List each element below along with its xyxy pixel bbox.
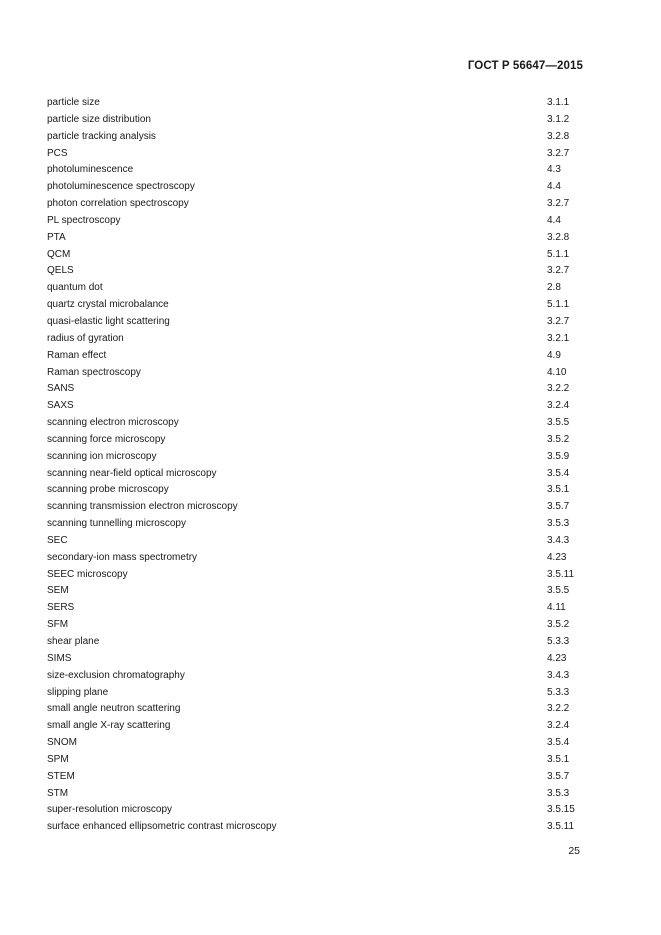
index-row <box>47 600 574 617</box>
index-reference: 4.10 <box>547 366 567 378</box>
index-reference: 3.5.2 <box>547 619 570 631</box>
index-term: SEM <box>47 585 69 597</box>
index-reference: 4.11 <box>547 602 566 614</box>
index-term: particle tracking analysis <box>47 130 156 142</box>
index-term: super-resolution microscopy <box>47 804 173 816</box>
index-row <box>47 129 574 146</box>
index-reference: 3.4.3 <box>547 534 570 546</box>
index-row <box>47 247 574 264</box>
index-reference: 4.23 <box>547 551 567 563</box>
index-row <box>47 146 574 163</box>
index-term: shear plane <box>47 636 100 647</box>
index-term: Raman effect <box>47 349 107 361</box>
index-row <box>47 314 574 331</box>
index-reference: 3.5.5 <box>547 417 570 429</box>
index-term: quantum dot <box>47 282 103 294</box>
index-reference: 3.5.4 <box>547 737 570 749</box>
index-reference: 5.1.1 <box>547 299 570 311</box>
index-reference: 3.5.11 <box>547 568 575 580</box>
index-reference: 3.5.11 <box>547 821 575 833</box>
index-reference: 3.4.3 <box>547 669 570 681</box>
index-row <box>47 432 574 449</box>
index-term: QELS <box>47 265 74 277</box>
index-reference: 3.2.1 <box>547 332 570 344</box>
index-row <box>47 718 574 735</box>
index-term: PTA <box>47 231 66 243</box>
index-term: STEM <box>47 770 75 782</box>
index-term: particle size distribution <box>47 113 151 125</box>
index-term: photon correlation spectroscopy <box>47 198 189 210</box>
index-row <box>47 752 574 769</box>
index-term: radius of gyration <box>47 332 124 344</box>
index-reference: 4.9 <box>547 349 561 361</box>
index-term: scanning ion microscopy <box>47 450 157 462</box>
index-term: photoluminescence spectroscopy <box>47 181 195 193</box>
index-term: SFM <box>47 619 69 631</box>
index-row <box>47 196 574 213</box>
index-row <box>47 550 574 567</box>
index-term: photoluminescence <box>47 164 134 176</box>
page-number: 25 <box>568 845 580 857</box>
index-term: SERS <box>47 602 75 614</box>
index-term: secondary-ion mass spectrometry <box>47 551 198 563</box>
index-reference: 3.5.4 <box>547 467 570 479</box>
index-term: scanning near-field optical microscopy <box>47 467 217 479</box>
index-row <box>47 162 574 179</box>
index-row <box>47 95 574 112</box>
index-reference: 5.3.3 <box>547 636 570 647</box>
index-term: surface enhanced ellipsometric contrast microscopy <box>47 821 277 833</box>
index-row <box>47 365 574 382</box>
index-reference: 3.2.7 <box>547 147 570 159</box>
index-term: PCS <box>47 147 68 159</box>
index-reference: 3.2.7 <box>547 198 570 210</box>
index-row <box>47 280 574 297</box>
index-term: PL spectroscopy <box>47 214 121 226</box>
index-term: quartz crystal microbalance <box>47 299 169 311</box>
index-reference: 3.2.7 <box>547 265 570 277</box>
index-reference: 3.2.4 <box>547 400 570 412</box>
index-reference: 3.5.7 <box>547 501 570 513</box>
index-reference: 3.5.1 <box>547 753 570 765</box>
index-row <box>47 769 574 786</box>
index-reference: 4.3 <box>547 164 561 176</box>
index-term: SANS <box>47 383 75 395</box>
index-term: scanning force microscopy <box>47 433 166 445</box>
index-reference: 4.4 <box>547 214 561 226</box>
index-reference: 3.5.3 <box>547 787 570 799</box>
index-row <box>47 819 574 836</box>
term-index <box>47 95 574 836</box>
index-term: scanning electron microscopy <box>47 417 179 429</box>
index-term: QCM <box>47 248 71 260</box>
index-term: Raman spectroscopy <box>47 366 141 378</box>
index-row <box>47 617 574 634</box>
index-row <box>47 331 574 348</box>
index-row <box>47 297 574 314</box>
index-row <box>47 348 574 365</box>
index-row <box>47 634 574 651</box>
index-row <box>47 213 574 230</box>
index-term: SAXS <box>47 400 74 412</box>
index-reference: 3.2.2 <box>547 383 570 395</box>
index-row <box>47 415 574 432</box>
index-term: SEC <box>47 534 68 546</box>
index-row <box>47 668 574 685</box>
index-reference: 3.5.5 <box>547 585 570 597</box>
index-term: scanning probe microscopy <box>47 484 169 496</box>
index-row <box>47 651 574 668</box>
index-row <box>47 482 574 499</box>
index-term: SNOM <box>47 737 77 749</box>
index-row <box>47 516 574 533</box>
index-term: quasi-elastic light scattering <box>47 315 170 327</box>
index-row <box>47 533 574 550</box>
index-reference: 3.5.15 <box>547 804 575 816</box>
index-reference: 3.1.2 <box>547 113 570 125</box>
index-term: small angle X-ray scattering <box>47 720 171 732</box>
index-reference: 4.23 <box>547 652 567 664</box>
index-reference: 3.1.1 <box>547 97 570 108</box>
index-reference: 5.3.3 <box>547 686 570 698</box>
index-row <box>47 701 574 718</box>
index-row <box>47 381 574 398</box>
index-row <box>47 567 574 584</box>
index-reference: 3.5.2 <box>547 433 570 445</box>
index-reference: 3.2.4 <box>547 720 570 732</box>
index-row <box>47 499 574 516</box>
index-reference: 5.1.1 <box>547 248 570 260</box>
index-row <box>47 583 574 600</box>
index-row <box>47 179 574 196</box>
document-header: ГОСТ Р 56647—2015 <box>467 60 583 72</box>
index-reference: 3.5.9 <box>547 450 570 462</box>
index-row <box>47 735 574 752</box>
index-reference: 3.2.7 <box>547 315 570 327</box>
index-reference: 3.5.3 <box>547 518 570 530</box>
index-term: scanning tunnelling microscopy <box>47 518 186 530</box>
index-term: STM <box>47 787 69 799</box>
index-term: scanning transmission electron microscopy <box>47 501 238 513</box>
index-term: SPM <box>47 753 69 765</box>
index-reference: 3.2.2 <box>547 703 570 715</box>
index-row <box>47 466 574 483</box>
index-term: size-exclusion chromatography <box>47 669 185 681</box>
index-row <box>47 786 574 803</box>
index-term: small angle neutron scattering <box>47 703 181 715</box>
index-row <box>47 263 574 280</box>
index-term: particle size <box>47 97 100 108</box>
index-term: SEEC microscopy <box>47 568 128 580</box>
index-row <box>47 685 574 702</box>
index-row <box>47 398 574 415</box>
index-reference: 3.5.1 <box>547 484 570 496</box>
index-row <box>47 112 574 129</box>
index-reference: 3.2.8 <box>547 231 570 243</box>
index-term: SIMS <box>47 652 72 664</box>
index-reference: 2.8 <box>547 282 561 294</box>
index-row <box>47 802 574 819</box>
index-reference: 3.2.8 <box>547 130 570 142</box>
index-reference: 3.5.7 <box>547 770 570 782</box>
index-row <box>47 449 574 466</box>
index-reference: 4.4 <box>547 181 561 193</box>
index-term: slipping plane <box>47 686 109 698</box>
index-row <box>47 230 574 247</box>
